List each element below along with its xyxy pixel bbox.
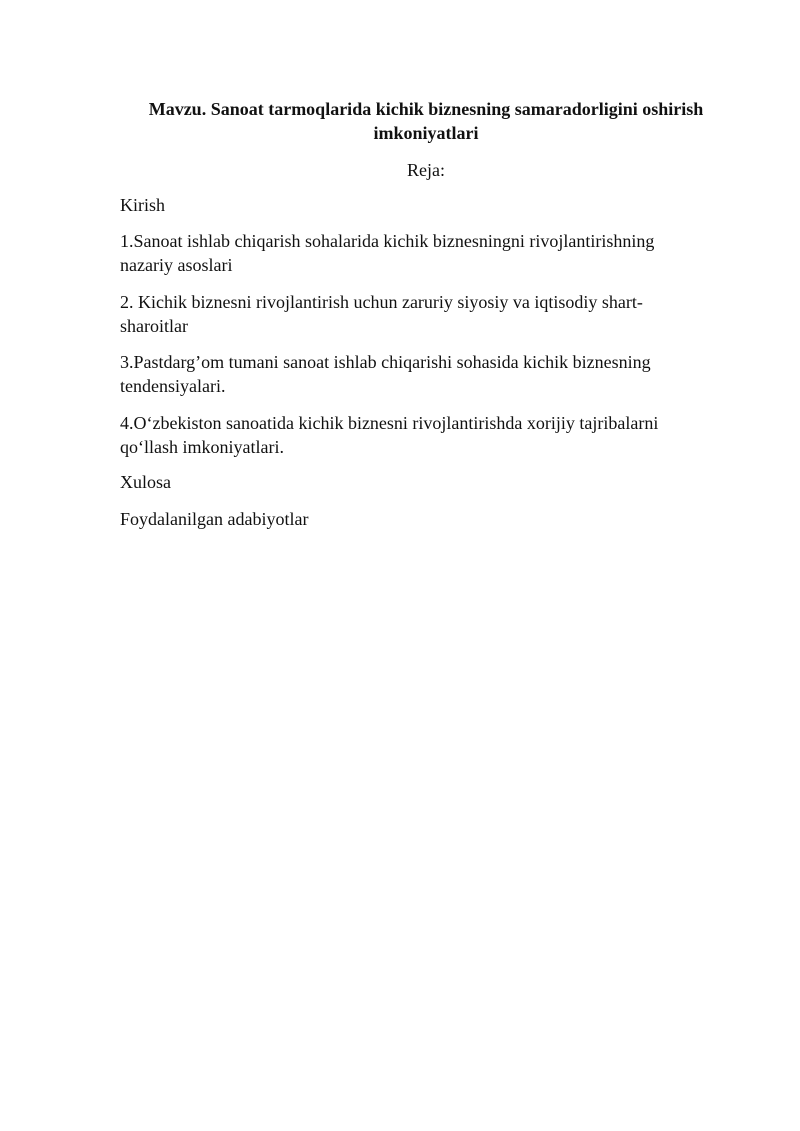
plan-item-line: 4.O‘zbekiston sanoatida kichik biznesni rivojlantirishda xorijiy tajribalarni [120, 413, 659, 433]
plan-item-4 [120, 411, 732, 459]
document-title [120, 97, 732, 145]
plan-item-line: tendensiyalari. [120, 376, 226, 396]
plan-item-line: sharoitlar [120, 316, 188, 336]
plan-item-line: Foydalanilgan adabiyotlar [120, 509, 309, 529]
plan-item-line: 2. Kichik biznesni rivojlantirish uchun zaruriy siyosiy va iqtisodiy shart- [120, 292, 643, 312]
plan-item-3 [120, 350, 732, 398]
plan-item-line: qo‘llash imkoniyatlari. [120, 437, 284, 457]
plan-item-introduction [120, 193, 732, 217]
plan-item-line: 3.Pastdarg’om tumani sanoat ishlab chiqarishi sohasida kichik biznesning [120, 352, 651, 372]
plan-heading: Reja: [407, 160, 445, 180]
plan-item-line: 1.Sanoat ishlab chiqarish sohalarida kichik biznesningni rivojlantirishning [120, 231, 655, 251]
plan-item-1 [120, 229, 732, 277]
document-title-line-1: Mavzu. Sanoat tarmoqlarida kichik biznesning samaradorligini oshirish [148, 99, 704, 119]
plan-item-references [120, 507, 732, 531]
plan-item-2 [120, 290, 732, 338]
plan-item-line: nazariy asoslari [120, 255, 233, 275]
plan-item-line: Xulosa [120, 472, 171, 492]
plan-item-line: Kirish [120, 195, 165, 215]
plan-item-conclusion [120, 470, 732, 494]
document-title-line-2: imkoniyatlari [373, 123, 479, 143]
